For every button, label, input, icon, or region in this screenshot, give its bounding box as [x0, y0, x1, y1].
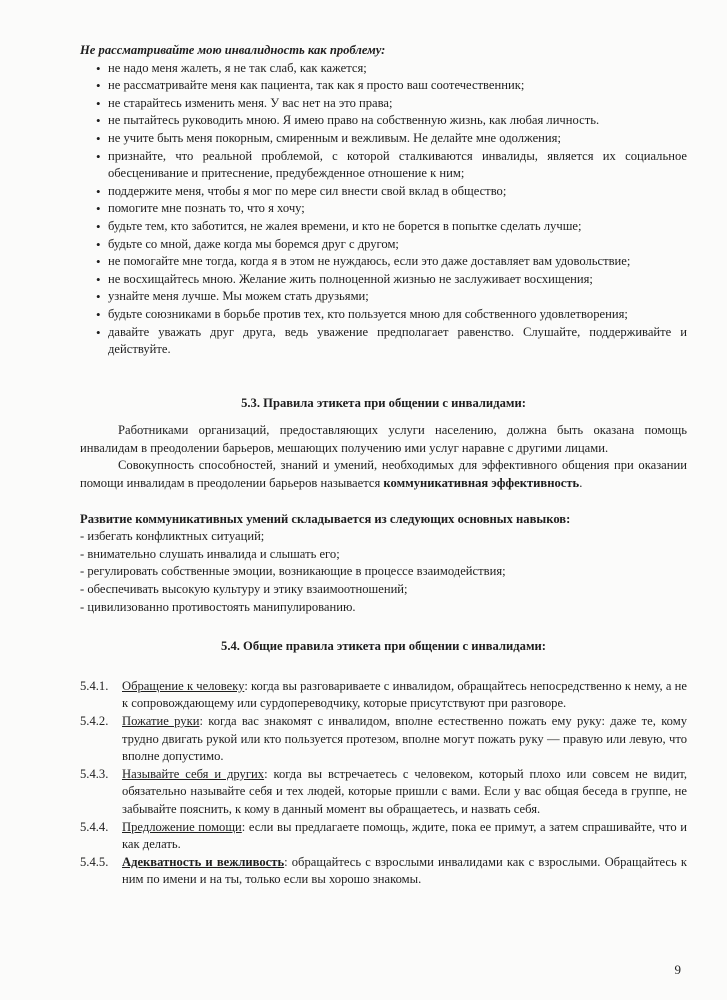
rule-body: : когда вы встречаетесь с человеком, который плохо или совсем не видит, обязательно называйте себя и тех людей, которые пришли с вами. Если у вас общая беседа в группе, не забывайте пояснить, к кому в данный момент вы обращаетесь, и назвать себя. [122, 766, 688, 816]
list-item: - цивилизованно противостоять манипулированию. [80, 599, 356, 614]
list-item: • не восхищайтесь мною. Желание жить полноценной жизнью не заслуживает восхищения; [80, 271, 687, 289]
paragraph-text: Совокупность способностей, знаний и умений, необходимых для эффективного общения при оказании помощи инвалидам в преодолении барьеров называется [80, 458, 687, 491]
list-item: • будьте союзниками в борьбе против тех, кто пользуется мною для собственного удовлетворения; [80, 306, 687, 324]
rule-text [122, 819, 687, 854]
rule-text [122, 678, 687, 713]
list-item: • не учите быть меня покорным, смиренным и вежливым. Не делайте мне одолжения; [80, 130, 687, 148]
rule-item [80, 713, 687, 766]
rule-item [80, 819, 687, 854]
intro-bullet-list [80, 60, 687, 359]
rule-number: 5.4.2. [80, 714, 109, 728]
list-item: - обеспечивать высокую культуру и этику взаимоотношений; [80, 582, 408, 597]
section-5-4-title: 5.4. Общие правила этикета при общении с инвалидами: [221, 639, 546, 654]
skills-list [80, 528, 687, 616]
rule-body: : если вы предлагаете помощь, ждите, пока ее примут, а затем спрашивайте, что и как делать. [122, 819, 687, 852]
rule-lead: Обращение к человеку [122, 678, 245, 693]
rule-lead: Адекватность и вежливость [122, 854, 285, 869]
rule-text [122, 766, 687, 819]
rule-item [80, 766, 687, 819]
paragraph-end: . [579, 476, 583, 491]
list-item: - избегать конфликтных ситуаций; [80, 529, 265, 544]
list-item: • не рассматривайте меня как пациента, так как я просто ваш соотечественник; [80, 77, 687, 95]
rule-text [122, 854, 687, 889]
page-body [80, 42, 687, 889]
list-item: • узнайте меня лучше. Мы можем стать друзьями; [80, 288, 687, 306]
list-item: - внимательно слушать инвалида и слышать его; [80, 546, 340, 561]
rule-number: 5.4.3. [80, 766, 109, 781]
rule-item [80, 854, 687, 889]
list-item: - регулировать собственные эмоции, возникающие в процессе взаимодействия; [80, 564, 506, 579]
rule-number: 5.4.5. [80, 854, 109, 869]
section-5-3-paragraph-2 [80, 457, 687, 492]
list-item: • не помогайте мне тогда, когда я в этом не нуждаюсь, если это даже доставляет вам удовольствие; [80, 253, 687, 271]
list-item: • помогите мне познать то, что я хочу; [80, 200, 687, 218]
rule-body: : когда вы разговариваете с инвалидом, обращайтесь непосредственно к нему, а не к сопровождающему или сурдопереводчику, которые присутствуют при разговоре. [122, 678, 687, 711]
list-item: • будьте со мной, даже когда мы боремся друг с другом; [80, 236, 687, 254]
section-5-3-paragraph-1: Работниками организаций, предоставляющих услуги населению, должна быть оказана помощь инвалидам в преодолении барьеров, мешающих получению ими услуг наравне с другими лицами. [80, 423, 687, 455]
rule-body: : когда вас знакомят с инвалидом, вполне естественно пожать ему руку: даже те, кому трудно двигать рукой или кто пользуется протезом, вполне могут пожать руку — правую или левую, что вполне допустимо. [122, 714, 688, 764]
rule-number: 5.4.4. [80, 819, 109, 834]
skills-heading: Развитие коммуникативных умений складывается из следующих основных навыков: [80, 511, 571, 526]
list-item: • не старайтесь изменить меня. У вас нет на это права; [80, 95, 687, 113]
list-item: • поддержите меня, чтобы я мог по мере сил внести свой вклад в общество; [80, 183, 687, 201]
list-item: • не пытайтесь руководить мною. Я имею право на собственную жизнь, как любая личность. [80, 112, 687, 130]
rule-body: : обращайтесь с взрослыми инвалидами как с взрослыми. Обращайтесь к ним по имени и на ты, только если вы хорошо знакомы. [122, 854, 687, 887]
page-number: 9 [674, 962, 681, 977]
rule-number: 5.4.1. [80, 678, 109, 693]
rule-text [122, 713, 687, 766]
rule-item [80, 678, 687, 713]
intro-heading: Не рассматривайте мою инвалидность как проблему: [80, 43, 386, 57]
list-item: • давайте уважать друг друга, ведь уважение предполагает равенство. Слушайте, поддерживайте и действуйте. [80, 324, 687, 359]
list-item: • признайте, что реальной проблемой, с которой сталкиваются инвалиды, является их социальное обесценивание и притеснение, предубежденное отношение к ним; [80, 148, 687, 183]
list-item: • будьте тем, кто заботится, не жалея времени, и кто не борется в попытке сделать лучше; [80, 218, 687, 236]
list-item: • не надо меня жалеть, я не так слаб, как кажется; [80, 60, 687, 78]
rule-lead: Пожатие руки [122, 714, 200, 728]
rule-lead: Предложение помощи [122, 819, 242, 834]
rule-lead: Называйте себя и других [122, 766, 265, 781]
term-bold: коммуникативная эффективность [383, 476, 580, 491]
section-5-3-title: 5.3. Правила этикета при общении с инвалидами: [241, 395, 526, 410]
